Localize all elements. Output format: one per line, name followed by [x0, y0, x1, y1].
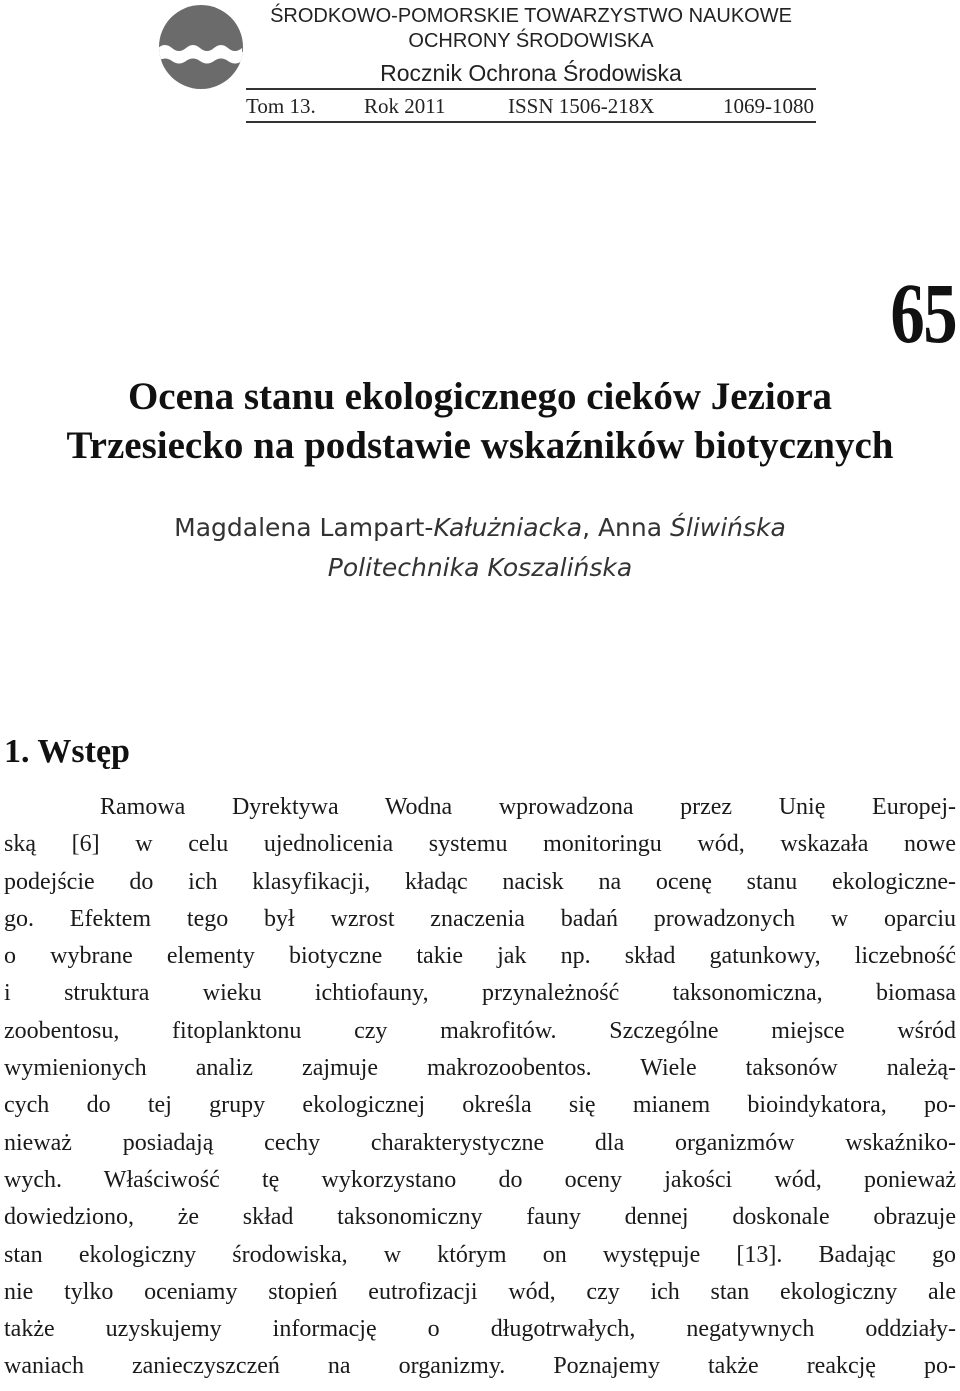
body-line: zoobentosu, fitoplanktonu czy makrofitów. Szczególne miejsce wśród [4, 1017, 956, 1044]
affiliation [0, 548, 960, 588]
volume: Tom 13. [246, 94, 316, 118]
society-name-line1: ŚRODKOWO-POMORSKIE TOWARZYSTWO NAUKOWE [270, 5, 792, 27]
author1-surname-part2: Kałużniacka [433, 513, 583, 542]
page-range: 1069-1080 [723, 94, 814, 118]
year: Rok 2011 [364, 94, 446, 118]
issue-info [246, 92, 816, 120]
society-name-line2: OCHRONY ŚRODOWISKA [408, 30, 654, 52]
authors-block [0, 508, 960, 588]
body-line: i struktura wieku ichtiofauny, przynależność taksonomiczna, biomasa [4, 980, 956, 1007]
body-line: podejście do ich klasyfikacji, kładąc nacisk na ocenę stanu ekologiczne- [4, 868, 956, 895]
body-text [4, 789, 956, 1386]
affiliation-text: Politechnika Koszalińska [327, 553, 633, 582]
issn: ISSN 1506-218X [508, 94, 655, 118]
title-line-2: Trzesiecko na podstawie wskaźników biotycznych [66, 424, 894, 467]
article-title [0, 372, 960, 470]
body-line: nieważ posiadają cechy charakterystyczne dla organizmów wskaźniko- [4, 1129, 956, 1156]
body-line: Ramowa Dyrektywa Wodna wprowadzona przez Unię Europej- [100, 794, 956, 820]
body-line: wych. Właściwość tę wykorzystano do oceny jakości wód, ponieważ [4, 1166, 956, 1193]
body-line: ską [6] w celu ujednolicenia systemu monitoringu wód, wskazała nowe [4, 831, 956, 858]
author2-surname: Śliwińska [670, 513, 786, 542]
body-line: o wybrane elementy biotyczne takie jak np. skład gatunkowy, liczebność [4, 943, 956, 970]
body-line: nie tylko oceniamy stopień eutrofizacji wód, czy ich stan ekologiczny ale [4, 1278, 956, 1305]
header-rule-bottom [246, 121, 816, 123]
body-line: wymienionych analiz zajmuje makrozoobentos. Wiele taksonów należą- [4, 1055, 956, 1082]
body-line: dowiedziono, że skład taksonomiczny fauny dennej doskonale obrazuje [4, 1204, 956, 1231]
society-name [246, 4, 816, 54]
body-line: stan ekologiczny środowiska, w którym on występuje [13]. Badając go [4, 1241, 956, 1268]
body-line: go. Efektem tego był wzrost znaczenia badań prowadzonych w oparciu [4, 905, 956, 932]
author-separator: , Anna [582, 513, 671, 542]
header-rule-top [246, 88, 816, 90]
body-line: waniach zanieczyszczeń na organizmy. Poznajemy także reakcję po- [4, 1353, 956, 1380]
article-number: 65 [890, 265, 956, 361]
journal-title: Rocznik Ochrona Środowiska [380, 60, 682, 86]
body-line: także uzyskujemy informację o długotrwałych, negatywnych oddziały- [4, 1316, 956, 1343]
body-line: cych do tej grupy ekologicznej określa się mianem bioindykatora, po- [4, 1092, 956, 1119]
section-heading: 1. Wstęp [4, 733, 130, 770]
author-names [0, 508, 960, 548]
author1-surname-part1: Magdalena Lampart- [174, 513, 434, 542]
title-line-1: Ocena stanu ekologicznego cieków Jeziora [127, 375, 833, 418]
society-logo-icon [158, 4, 244, 90]
